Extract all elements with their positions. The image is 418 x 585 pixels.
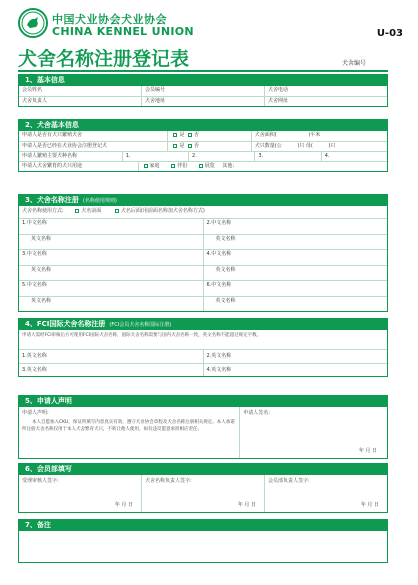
table-row bbox=[19, 86, 387, 96]
en-name-1-field[interactable]: 英文名称 bbox=[31, 235, 52, 242]
section-title: 2、犬舍基本信息 bbox=[19, 120, 387, 131]
male-count-label: 犬只数量(公 bbox=[254, 143, 282, 149]
yes-checkbox[interactable] bbox=[173, 133, 177, 137]
family-checkbox[interactable] bbox=[144, 164, 148, 168]
section-declaration bbox=[18, 395, 388, 459]
name-grid bbox=[19, 219, 387, 311]
reviewer-signature-label: 受理审核人签字: bbox=[22, 478, 59, 484]
member-name-field[interactable]: 会员姓名 bbox=[22, 87, 43, 93]
section-subtitle: (FCI会员犬舍名称国际注册) bbox=[109, 322, 172, 328]
table-row bbox=[19, 350, 387, 363]
breed-4-field[interactable]: 4. bbox=[321, 152, 387, 161]
en-name-5-field[interactable]: 英文名称 bbox=[31, 297, 52, 304]
section-title: 7、备注 bbox=[19, 520, 387, 531]
kennel-website-field[interactable]: 犬舍网址 bbox=[264, 97, 387, 106]
female-count-label: )只 母( bbox=[297, 143, 313, 149]
table-row bbox=[19, 141, 387, 151]
reviewer-date: 年 月 日 bbox=[114, 502, 133, 508]
dept-head-date: 年 月 日 bbox=[360, 502, 379, 508]
breed-3-field[interactable]: 3. bbox=[254, 152, 320, 161]
fci-en-name-4-field[interactable]: 4.英文名称 bbox=[203, 364, 388, 376]
remarks-field[interactable] bbox=[19, 531, 387, 562]
cn-name-6-field[interactable]: 6.中文名称 bbox=[203, 281, 388, 296]
org-name-cn: 中国犬业协会犬业协会 bbox=[52, 13, 167, 26]
registration-number-label: 犬舍编号 bbox=[341, 60, 366, 67]
kennel-manager-signature-cell[interactable] bbox=[142, 475, 265, 512]
table-row bbox=[19, 161, 387, 171]
no-checkbox[interactable] bbox=[188, 144, 192, 148]
title-divider bbox=[18, 70, 388, 72]
reviewer-signature-cell[interactable] bbox=[19, 475, 142, 512]
no-checkbox[interactable] bbox=[188, 133, 192, 137]
no-label: 否 bbox=[194, 132, 200, 138]
section-remarks bbox=[18, 519, 388, 563]
prefix-checkbox[interactable] bbox=[75, 209, 79, 213]
cn-name-2-field[interactable]: 2.中文名称 bbox=[203, 219, 388, 234]
cn-name-5-field[interactable]: 5.中文名称 bbox=[22, 282, 47, 288]
yes-label: 是 bbox=[179, 132, 185, 138]
fci-en-name-2-field[interactable]: 2.英文名称 bbox=[203, 350, 388, 363]
yes-no-group bbox=[167, 142, 250, 151]
section-kennel-name bbox=[18, 194, 388, 312]
cn-name-3-field[interactable]: 3.中文名称 bbox=[22, 251, 47, 257]
section-title-text: 4、FCI国际犬舍名称注册 bbox=[25, 320, 106, 328]
show-checkbox[interactable] bbox=[199, 164, 203, 168]
purpose-group bbox=[138, 162, 387, 171]
signature-label: 申请人签名: bbox=[243, 410, 270, 416]
org-name-en: CHINA KENNEL UNION bbox=[52, 25, 194, 38]
section-fci-name bbox=[18, 318, 388, 377]
breed-1-field[interactable]: 1. bbox=[122, 152, 188, 161]
fci-note: 申请人需经FCI审核后方可使用FCI国际犬舍名称，国际犬舍名称需要与国内犬舍名称一致，英文名称不能超过规定字数。 bbox=[19, 330, 387, 350]
name-usage-row bbox=[19, 206, 387, 219]
declaration-text: 本人自愿加入CKU，保证所填写内容真实有效，遵守犬业协会章程及犬舍名称注册相关规定。本人承诺所注册犬舍名称仅用于本人犬舍繁育犬只，不转让他人使用，如有违反愿意承担相应责任。 bbox=[22, 420, 235, 432]
section-subtitle: (名称使用规则) bbox=[82, 198, 117, 204]
signature-date: 年 月 日 bbox=[358, 448, 377, 454]
en-name-4-field[interactable]: 英文名称 bbox=[203, 266, 388, 281]
fci-en-name-3-field[interactable]: 3.英文名称 bbox=[22, 367, 47, 373]
table-row bbox=[19, 280, 387, 296]
en-name-2-field[interactable]: 英文名称 bbox=[203, 235, 388, 250]
section-title: 6、会员部填写 bbox=[19, 464, 387, 475]
cku-logo-icon bbox=[18, 8, 48, 38]
table-row bbox=[19, 265, 387, 281]
member-number-field[interactable]: 会员编号 bbox=[141, 86, 264, 96]
no-label: 否 bbox=[194, 143, 200, 149]
section-title bbox=[19, 195, 387, 206]
other-label: 其他: bbox=[222, 163, 235, 169]
row-label: 申请人繁殖主要犬种名称 bbox=[22, 153, 78, 159]
page-title: 犬舍名称注册登记表 bbox=[18, 48, 190, 70]
en-name-3-field[interactable]: 英文名称 bbox=[31, 266, 52, 273]
cn-name-4-field[interactable]: 4.中文名称 bbox=[203, 250, 388, 265]
usage-label: 犬舍名称使用方式: bbox=[22, 208, 64, 214]
companion-label: 伴侣 bbox=[177, 163, 188, 169]
section-title: 5、申请人声明 bbox=[19, 396, 387, 407]
table-row bbox=[19, 249, 387, 265]
show-label: 展览 bbox=[204, 163, 215, 169]
form-code: U-03 bbox=[376, 28, 403, 39]
row-label: 申请人是否有犬只繁殖犬舍 bbox=[22, 132, 83, 138]
dog-count-field[interactable] bbox=[251, 142, 387, 151]
en-name-6-field[interactable]: 英文名称 bbox=[203, 297, 388, 312]
suffix-label: 犬名后面(用前面名称加犬舍名称方式) bbox=[120, 208, 205, 214]
suffix-checkbox[interactable] bbox=[115, 209, 119, 213]
kennel-owner-field[interactable]: 犬舍负责人 bbox=[22, 98, 48, 104]
table-row bbox=[19, 363, 387, 376]
table-row bbox=[19, 151, 387, 161]
breed-2-field[interactable]: 2. bbox=[188, 152, 254, 161]
fci-en-name-1-field[interactable]: 1.英文名称 bbox=[22, 353, 47, 359]
dept-head-signature-cell[interactable] bbox=[265, 475, 387, 512]
kennel-area-field[interactable] bbox=[251, 131, 387, 141]
section-title: 1、基本信息 bbox=[19, 75, 387, 86]
table-row bbox=[19, 296, 387, 312]
declaration-body bbox=[19, 407, 387, 458]
count-unit: )只 bbox=[328, 143, 336, 149]
yes-label: 是 bbox=[179, 143, 185, 149]
table-row bbox=[19, 219, 387, 234]
kennel-address-field[interactable]: 犬舍地址 bbox=[141, 97, 264, 106]
companion-checkbox[interactable] bbox=[171, 164, 175, 168]
dept-head-signature-label: 会员部负责人签字: bbox=[268, 478, 310, 484]
member-dept-body bbox=[19, 475, 387, 512]
section-basic-info bbox=[18, 74, 388, 107]
table-row bbox=[19, 234, 387, 250]
area-unit: )平米 bbox=[308, 132, 321, 138]
kennel-manager-date: 年 月 日 bbox=[237, 502, 256, 508]
family-label: 家庭 bbox=[149, 163, 160, 169]
declaration-text-cell bbox=[19, 407, 240, 458]
section-kennel-info bbox=[18, 119, 388, 172]
prefix-label: 犬名前面 bbox=[81, 208, 102, 214]
area-label: 犬舍面积( bbox=[254, 132, 277, 138]
row-label: 申请人犬舍繁育的犬只用途 bbox=[22, 163, 83, 169]
table-row bbox=[19, 131, 387, 141]
kennel-phone-field[interactable]: 犬舍电话 bbox=[264, 86, 387, 96]
section-member-dept bbox=[18, 463, 388, 513]
declaration-label: 申请人声明: bbox=[22, 410, 49, 416]
cn-name-1-field[interactable]: 1.中文名称 bbox=[22, 220, 47, 226]
yes-checkbox[interactable] bbox=[173, 144, 177, 148]
signature-cell[interactable] bbox=[240, 407, 387, 458]
section-title-text: 3、犬舍名称注册 bbox=[25, 196, 79, 204]
row-label: 申请人是否已经在犬业协会注册登记犬 bbox=[22, 143, 108, 149]
yes-no-group bbox=[167, 131, 250, 141]
kennel-manager-signature-label: 犬舍名称负责人签字: bbox=[145, 478, 192, 484]
section-title bbox=[19, 319, 387, 330]
table-row bbox=[19, 96, 387, 106]
